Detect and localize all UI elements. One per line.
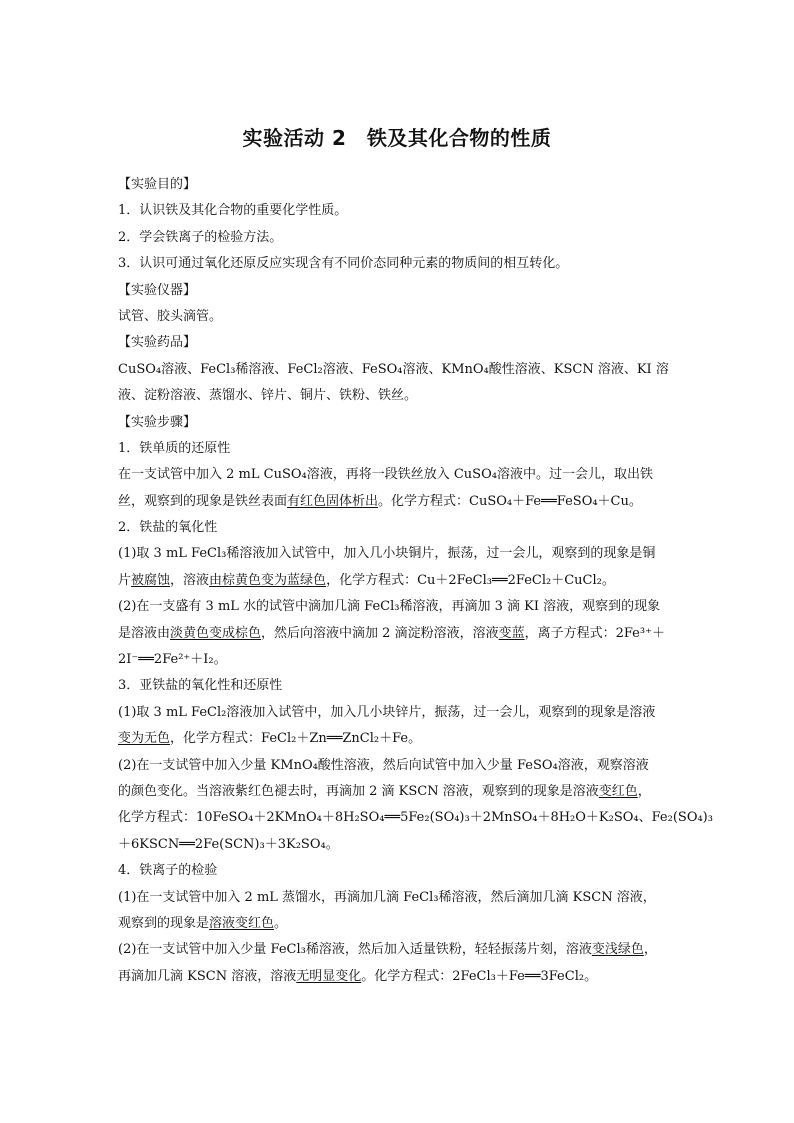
answer-blank: 溶液变红色: [209, 915, 275, 931]
reagents-line-1: CuSO₄溶液、FeCl₃稀溶液、FeCl₂溶液、FeSO₄溶液、KMnO₄酸性溶液、KSCN 溶液、KI 溶: [118, 361, 669, 377]
text-run: 丝，观察到的现象是铁丝表面: [118, 493, 288, 509]
answer-blank: 无明显变化: [296, 968, 362, 984]
text-run: 。化学方程式：2FeCl₃＋Fe══3FeCl₂。: [361, 968, 598, 984]
step-3-part-2-line-2: [118, 779, 678, 805]
answer-blank: 被腐蚀: [131, 572, 171, 588]
step-3-part-1-line-2: [118, 726, 678, 752]
text-run: 再滴加几滴 KSCN 溶液，溶液: [118, 968, 297, 984]
text-run: 的颜色变化。当溶液紫红色褪去时，再滴加 2 滴 KSCN 溶液，观察到的现象是溶液: [118, 783, 599, 799]
step-3-part-2-line-1: (2)在一支试管中加入少量 KMnO₄酸性溶液，然后向试管中加入少量 FeSO₄溶液，观察溶液: [118, 757, 649, 773]
text-run: ，溶液: [170, 572, 210, 588]
step-4-part-1-line-2: [118, 911, 678, 937]
step-4-part-2-line-1: [118, 937, 678, 963]
text-run: 。化学方程式：CuSO₄＋Fe══FeSO₄＋Cu。: [378, 493, 642, 509]
text-run: ，然后向溶液中滴加 2 滴淀粉溶液，溶液: [261, 625, 499, 641]
heading-steps: 【实验步骤】: [118, 414, 197, 430]
heading-purpose: 【实验目的】: [118, 177, 197, 192]
text-run: ，化学方程式：Cu＋2FeCl₃══2FeCl₂＋CuCl₂。: [326, 572, 615, 588]
answer-blank: 有红色固体析出: [287, 493, 379, 509]
text-run: ，化学方程式：FeCl₂＋Zn══ZnCl₂＋Fe。: [170, 731, 422, 747]
step-2-title: 2．铁盐的氧化性: [118, 520, 218, 536]
page-title: 实验活动 2 铁及其化合物的性质: [242, 126, 552, 150]
text-run: ，离子方程式：2Fe³⁺＋: [524, 625, 665, 641]
answer-blank: 变浅绿色: [591, 942, 644, 958]
step-2-part-1-line-2: [118, 568, 678, 594]
text-run: 片: [118, 572, 132, 588]
step-4-part-2-line-2: [118, 964, 678, 990]
reagents-line-2: 液、淀粉溶液、蒸馏水、锌片、铜片、铁粉、铁丝。: [118, 388, 418, 404]
text-run: (2)在一支试管中加入少量 FeCl₃稀溶液，然后加入适量铁粉，轻轻振荡片刻，溶液: [118, 942, 592, 958]
step-2-part-2-line-1: (2)在一支盛有 3 mL 水的试管中滴加几滴 FeCl₃稀溶液，再滴加 3 滴 KI 溶液，观察到的现象: [118, 599, 661, 615]
purpose-item-2: 2．学会铁离子的检验方法。: [118, 229, 283, 245]
heading-reagents: 【实验药品】: [118, 335, 197, 351]
step-3-part-2-line-4: ＋6KSCN══2Fe(SCN)₃＋3K₂SO₄。: [118, 836, 339, 852]
step-3-title: 3．亚铁盐的氧化性和还原性: [118, 678, 283, 694]
text-run: 。: [274, 915, 288, 931]
purpose-item-3: 3．认识可通过氧化还原反应实现含有不同价态同种元素的物质间的相互转化。: [118, 256, 569, 272]
step-2-part-1-line-1: (1)取 3 mL FeCl₃稀溶液加入试管中，加入几小块铜片，振荡，过一会儿，观察到的现象是铜: [118, 546, 656, 562]
text-run: ，: [637, 783, 651, 799]
answer-blank: 淡黄色变成棕色: [170, 625, 262, 641]
step-3-part-1-line-1: (1)取 3 mL FeCl₂溶液加入试管中，加入几小块锌片，振荡，过一会儿，观察到的现象是溶液: [118, 704, 656, 720]
step-3-part-2-line-3: 化学方程式：10FeSO₄＋2KMnO₄＋8H₂SO₄══5Fe₂(SO₄)₃＋2MnSO₄＋8H₂O＋K₂SO₄、Fe₂(SO₄)₃: [118, 810, 713, 826]
text-run: ，: [643, 942, 657, 958]
step-2-part-2-line-3: 2I⁻══2Fe²⁺＋I₂。: [118, 652, 227, 668]
step-1-line-2: [118, 489, 678, 515]
step-1-line-1: 在一支试管中加入 2 mL CuSO₄溶液，再将一段铁丝放入 CuSO₄溶液中。过一会儿，取出铁: [118, 467, 653, 483]
answer-blank: 由棕黄色变为蓝绿色: [209, 572, 327, 588]
text-run: 是溶液由: [118, 625, 171, 641]
heading-instruments: 【实验仪器】: [118, 282, 197, 298]
answer-blank: 变红色: [598, 783, 638, 799]
answer-blank: 变蓝: [498, 625, 525, 641]
instruments-text: 试管、胶头滴管。: [118, 308, 223, 324]
document-body: [118, 172, 713, 990]
step-1-title: 1．铁单质的还原性: [118, 440, 231, 456]
step-2-part-2-line-2: [118, 621, 678, 647]
step-4-title: 4．铁离子的检验: [118, 863, 218, 879]
text-run: 观察到的现象是: [118, 915, 210, 931]
answer-blank: 变为无色: [118, 731, 171, 747]
step-4-part-1-line-1: (1)在一支试管中加入 2 mL 蒸馏水，再滴加几滴 FeCl₃稀溶液，然后滴加几滴 KSCN 溶液，: [118, 889, 656, 905]
purpose-item-1: 1．认识铁及其化合物的重要化学性质。: [118, 203, 348, 219]
